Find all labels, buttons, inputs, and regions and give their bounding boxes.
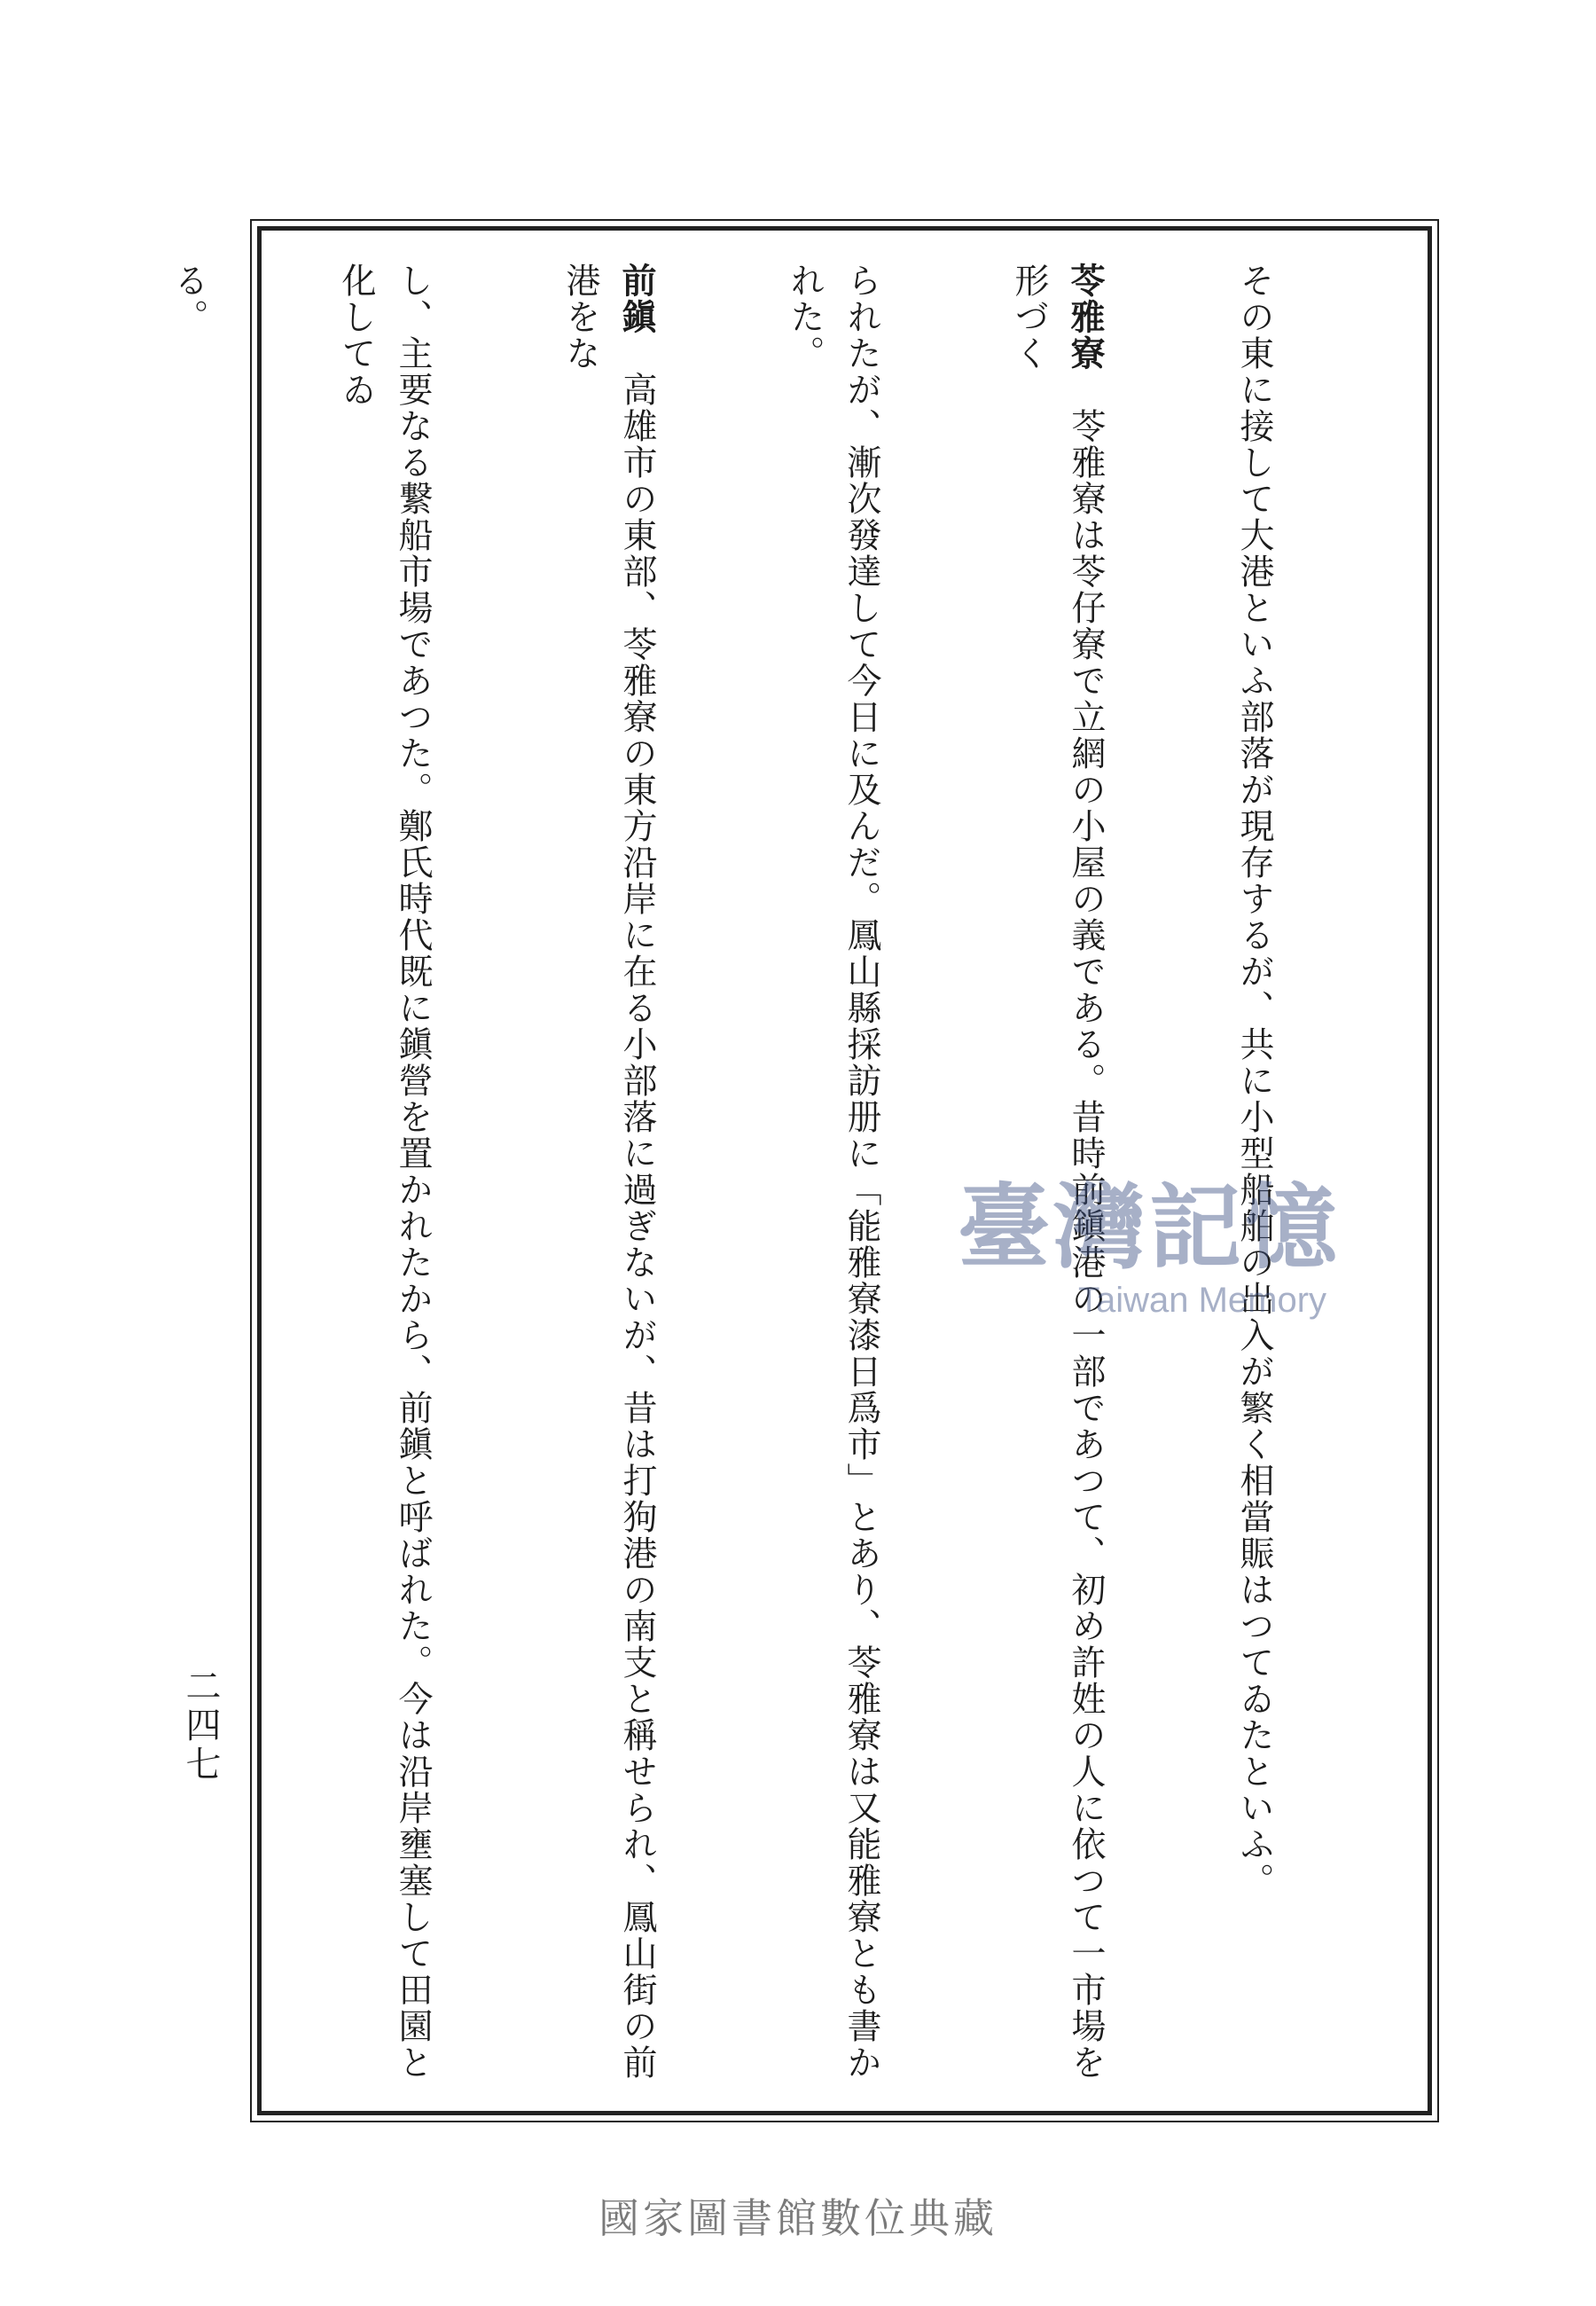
footer-collection-label: 國家圖書館數位典藏 (598, 2194, 998, 2242)
text-column: られたが、漸次發達して今日に及んだ。鳳山縣採訪册に「能雅寮漆日爲市」とあり、苓雅寮は又能雅寮とも書かれた。 (785, 263, 881, 2081)
text-column: 前鎭 高雄市の東部、苓雅寮の東方沿岸に在る小部落に過ぎないが、昔は打狗港の南支と稱せられ、鳳山街の前港をな (560, 263, 657, 2081)
text-column: る。 (168, 263, 208, 335)
text-column: 苓雅寮 苓雅寮は苓仔寮で立網の小屋の義である。昔時前鎭港の一部であつて、初め許姓の人に依つて一市場を形づく (1009, 263, 1106, 2081)
watermark-subtitle: Taiwan Memory (1077, 1281, 1327, 1320)
page-number: 二四七 (180, 1667, 221, 1784)
entry-heading: 苓雅寮 (1065, 263, 1106, 372)
entry-heading: 前鎭 (616, 263, 657, 335)
text-column: し、主要なる繋船市場であつた。鄭氏時代既に鎭營を置かれたから、前鎭と呼ばれた。今は沿岸壅塞して田園と化してゐ (336, 263, 433, 2081)
text-column: その東に接して大港といふ部落が現存するが、共に小型船舶の出入が繁く相當賑はつてゐたといふ。 (1234, 263, 1274, 1899)
watermark (958, 1153, 1341, 1321)
watermark-logo: 臺灣記憶 (958, 1173, 1342, 1282)
